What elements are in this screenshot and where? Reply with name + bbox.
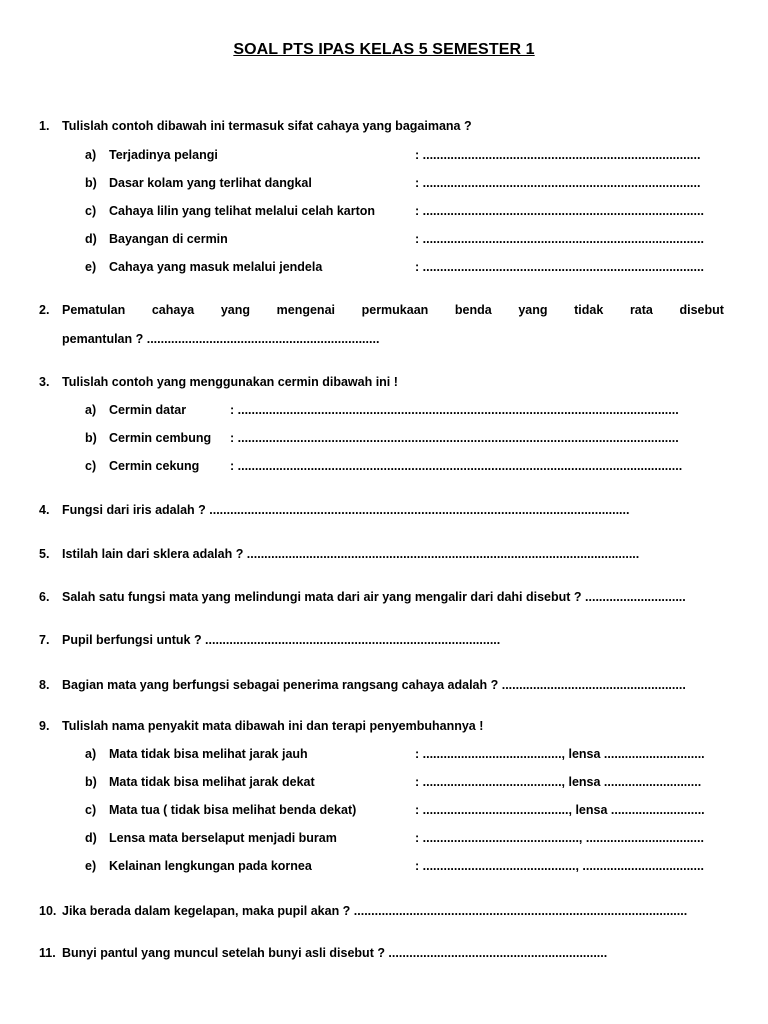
q1c-answer-line: : ................................................................................. <box>415 204 704 218</box>
q3a-answer-line: : ............................................................................................................................... <box>230 403 679 417</box>
q10-number: 10. <box>39 904 57 918</box>
q6-number: 6. <box>39 590 50 604</box>
q11-number: 11. <box>39 946 56 960</box>
q9c-text: Mata tua ( tidak bisa melihat benda dekat) <box>109 803 357 817</box>
q4-number: 4. <box>39 503 50 517</box>
q7-number: 7. <box>39 633 50 647</box>
q2-word: mengenai <box>276 303 335 317</box>
q3c-letter: c) <box>85 459 97 473</box>
q1d-letter: d) <box>85 232 97 246</box>
q6-text: Salah satu fungsi mata yang melindungi mata dari air yang mengalir dari dahi disebut ? ............................. <box>62 590 686 604</box>
q2-number: 2. <box>39 303 50 317</box>
q1b-text: Dasar kolam yang terlihat dangkal <box>109 176 312 190</box>
q1a-text: Terjadinya pelangi <box>109 148 218 162</box>
q9e-text: Kelainan lengkungan pada kornea <box>109 859 312 873</box>
q5-number: 5. <box>39 547 50 561</box>
q9b-letter: b) <box>85 775 97 789</box>
q9d-letter: d) <box>85 831 97 845</box>
q2-word: yang <box>220 303 251 317</box>
q2-word: tidak <box>574 303 604 317</box>
q1e-text: Cahaya yang masuk melalui jendela <box>109 260 323 274</box>
q9d-text: Lensa mata berselaput menjadi buram <box>109 831 337 845</box>
q1d-answer-line: : ................................................................................. <box>415 232 704 246</box>
q3c-answer-line: : ................................................................................................................................ <box>230 459 683 473</box>
q3b-answer-line: : ............................................................................................................................... <box>230 431 679 445</box>
q3b-letter: b) <box>85 431 97 445</box>
q3a-letter: a) <box>85 403 97 417</box>
q4-text: Fungsi dari iris adalah ? ......................................................................................................................... <box>62 503 630 517</box>
q9a-letter: a) <box>85 747 97 761</box>
q2-word: disebut <box>679 303 724 317</box>
q9b-text: Mata tidak bisa melihat jarak dekat <box>109 775 315 789</box>
q2-word: permukaan <box>361 303 429 317</box>
q2-text <box>62 302 724 318</box>
q10-text: Jika berada dalam kegelapan, maka pupil akan ? ................................................................................................ <box>62 904 688 918</box>
q9-number: 9. <box>39 719 50 733</box>
q2-word: yang <box>518 303 548 317</box>
q2-word: rata <box>629 303 653 317</box>
q2-word: cahaya <box>151 303 195 317</box>
q2-text-line2: pemantulan ? ................................................................... <box>62 332 380 346</box>
q9a-text: Mata tidak bisa melihat jarak jauh <box>109 747 308 761</box>
q5-text: Istilah lain dari sklera adalah ? ................................................................................................................. <box>62 547 640 561</box>
q1a-answer-line: : ................................................................................ <box>415 148 701 162</box>
q1e-letter: e) <box>85 260 97 274</box>
q1-text: Tulislah contoh dibawah ini termasuk sifat cahaya yang bagaimana ? <box>62 119 472 133</box>
q3b-text: Cermin cembung <box>109 431 212 445</box>
q1c-letter: c) <box>85 204 97 218</box>
q3c-text: Cermin cekung <box>109 459 200 473</box>
q11-text: Bunyi pantul yang muncul setelah bunyi asli disebut ? ............................................................... <box>62 946 608 960</box>
q1-number: 1. <box>39 119 50 133</box>
q8-text: Bagian mata yang berfungsi sebagai penerima rangsang cahaya adalah ? ..................................................... <box>62 678 686 692</box>
q9d-answer-line: : ............................................., .................................. <box>415 831 704 845</box>
q2-word: benda <box>454 303 492 317</box>
q7-text: Pupil berfungsi untuk ? ..................................................................................... <box>62 633 501 647</box>
q1e-answer-line: : ................................................................................. <box>415 260 704 274</box>
q9c-answer-line: : .........................................., lensa ........................... <box>415 803 705 817</box>
page-title: SOAL PTS IPAS KELAS 5 SEMESTER 1 <box>233 41 535 58</box>
q9e-answer-line: : ............................................, ................................... <box>415 859 704 873</box>
q1a-letter: a) <box>85 148 97 162</box>
q3-text: Tulislah contoh yang menggunakan cermin dibawah ini ! <box>62 375 398 389</box>
q3-number: 3. <box>39 375 50 389</box>
q8-number: 8. <box>39 678 50 692</box>
q9e-letter: e) <box>85 859 97 873</box>
q3a-text: Cermin datar <box>109 403 187 417</box>
q9a-answer-line: : ........................................, lensa ............................. <box>415 747 705 761</box>
q1b-answer-line: : ................................................................................ <box>415 176 701 190</box>
q2-word: Pematulan <box>62 303 126 317</box>
q1d-text: Bayangan di cermin <box>109 232 228 246</box>
q1b-letter: b) <box>85 176 97 190</box>
q1c-text: Cahaya lilin yang telihat melalui celah karton <box>109 204 376 218</box>
q9c-letter: c) <box>85 803 97 817</box>
q9b-answer-line: : ........................................, lensa ............................ <box>415 775 702 789</box>
q9-text: Tulislah nama penyakit mata dibawah ini dan terapi penyembuhannya ! <box>62 719 484 733</box>
